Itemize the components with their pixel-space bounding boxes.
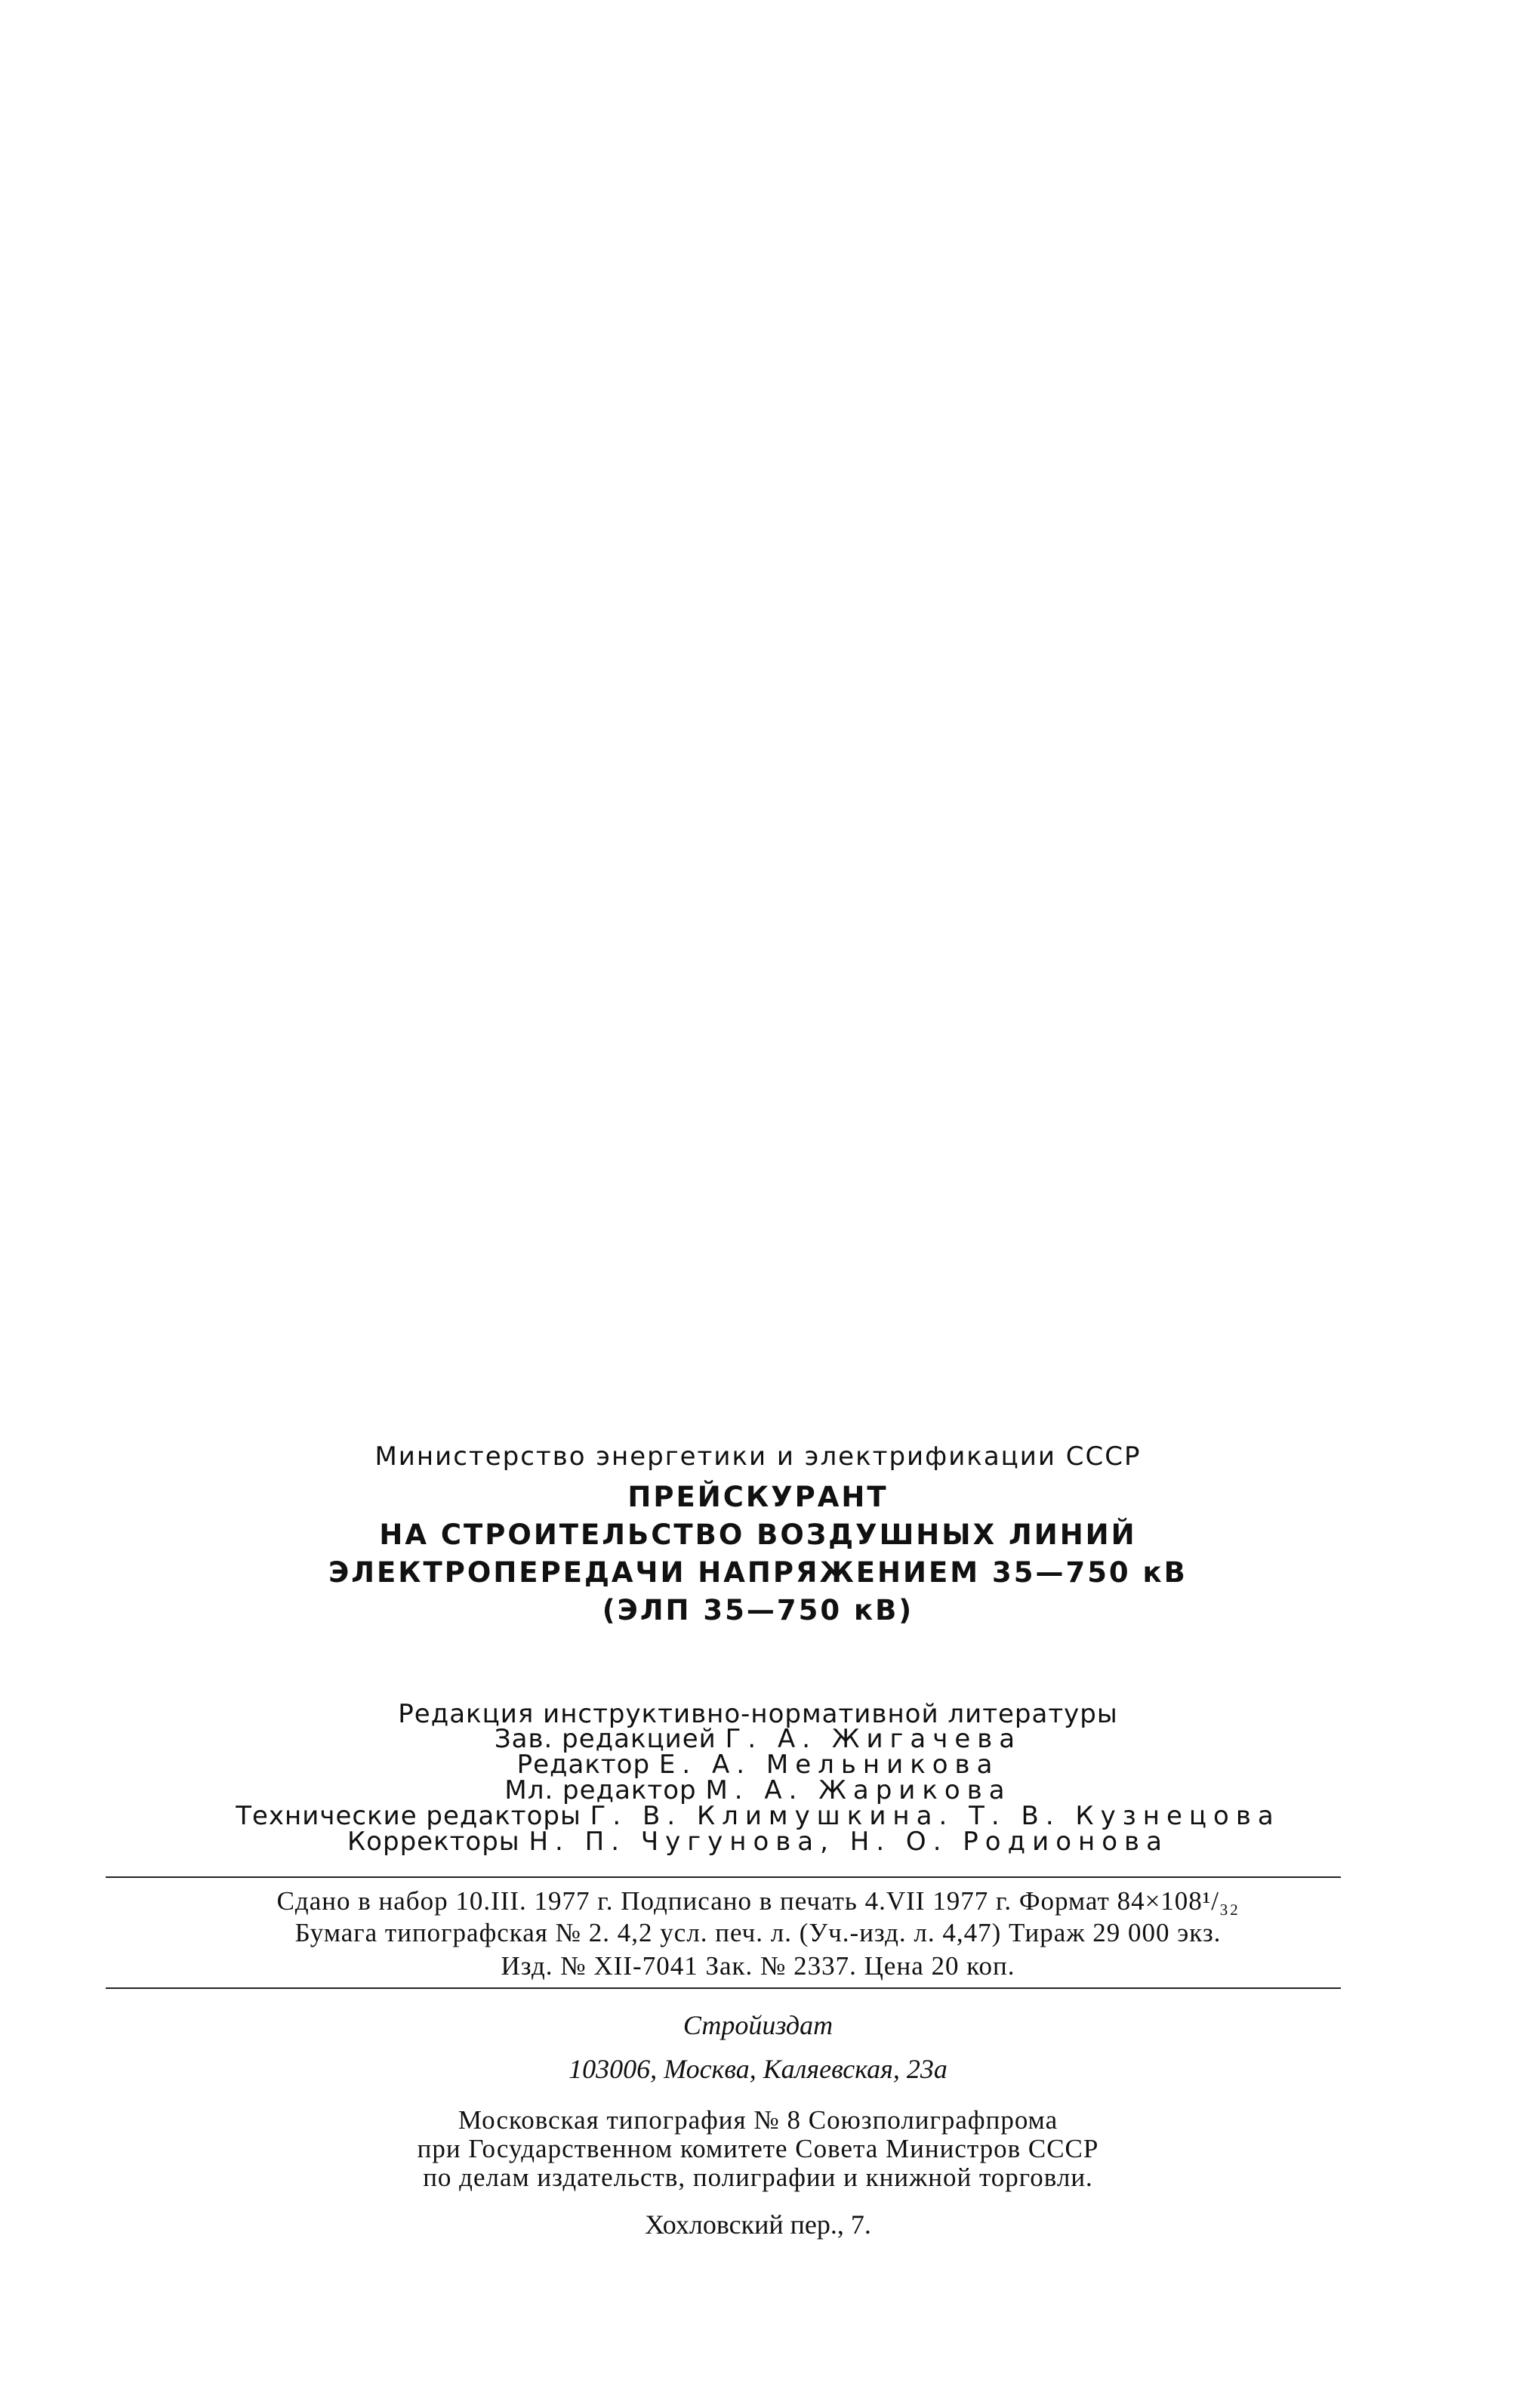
credit-head-label: Зав. редакцией [494,1724,716,1754]
ministry-name: Министерство энергетики и электрификации СССР [374,1441,1142,1472]
divider-bottom [106,1987,1341,1989]
editorial-office: Редакция инструктивно-нормативной литературы [398,1699,1118,1729]
credit-editor-name: Е. А. Мельникова [658,1750,1000,1780]
imprint-line-1: Сдано в набор 10.III. 1977 г. Подписано в печать 4.VII 1977 г. Формат 84×108¹/₃₂ [276,1886,1240,1916]
credit-editor [0,1750,1516,1780]
imprint-line-3: Изд. № XII-7041 Зак. № 2337. Цена 20 коп. [501,1951,1015,1981]
credit-editor-label: Редактор [516,1750,651,1780]
publisher-name: Стройиздат [683,2010,833,2040]
credit-junior-editor-label: Мл. редактор [504,1775,697,1805]
publisher-address: 103006, Москва, Каляевская, 23а [568,2054,948,2084]
divider-top [106,1876,1341,1878]
credit-tech-editors [0,1803,1516,1829]
credit-proofreaders [0,1829,1516,1855]
printer-line-2: при Государственном комитете Совета Министров СССР [417,2134,1099,2163]
credit-junior-editor-name: М. А. Жарикова [705,1775,1012,1805]
title-line-3: ЭЛЕКТРОПЕРЕДАЧИ НАПРЯЖЕНИЕМ 35—750 кВ [328,1556,1188,1589]
credit-proofreaders-names: Н. П. Чугунова, Н. О. Родионова [528,1827,1169,1857]
printer-line-1: Московская типография № 8 Союзполиграфпрома [458,2105,1058,2135]
title-line-2: НА СТРОИТЕЛЬСТВО ВОЗДУШНЫХ ЛИНИЙ [379,1518,1137,1551]
credit-tech-editors-label: Технические редакторы [236,1801,581,1831]
title-line-1: ПРЕЙСКУРАНТ [627,1481,889,1513]
credit-head-name: Г. А. Жигачева [725,1724,1022,1754]
credit-junior-editor [0,1777,1516,1803]
credit-proofreaders-label: Корректоры [347,1827,520,1857]
printer-line-3: по делам издательств, полиграфии и книжной торговли. [423,2163,1093,2192]
credit-head-editor [0,1726,1516,1752]
printer-street-address: Хохловский пер., 7. [645,2209,871,2240]
credit-tech-editors-names: Г. В. Климушкина. Т. В. Кузнецова [590,1801,1280,1831]
imprint-line-2: Бумага типографская № 2. 4,2 усл. печ. л. (Уч.-изд. л. 4,47) Тираж 29 000 экз. [294,1918,1222,1947]
title-line-4: (ЭЛП 35—750 кВ) [602,1594,914,1626]
